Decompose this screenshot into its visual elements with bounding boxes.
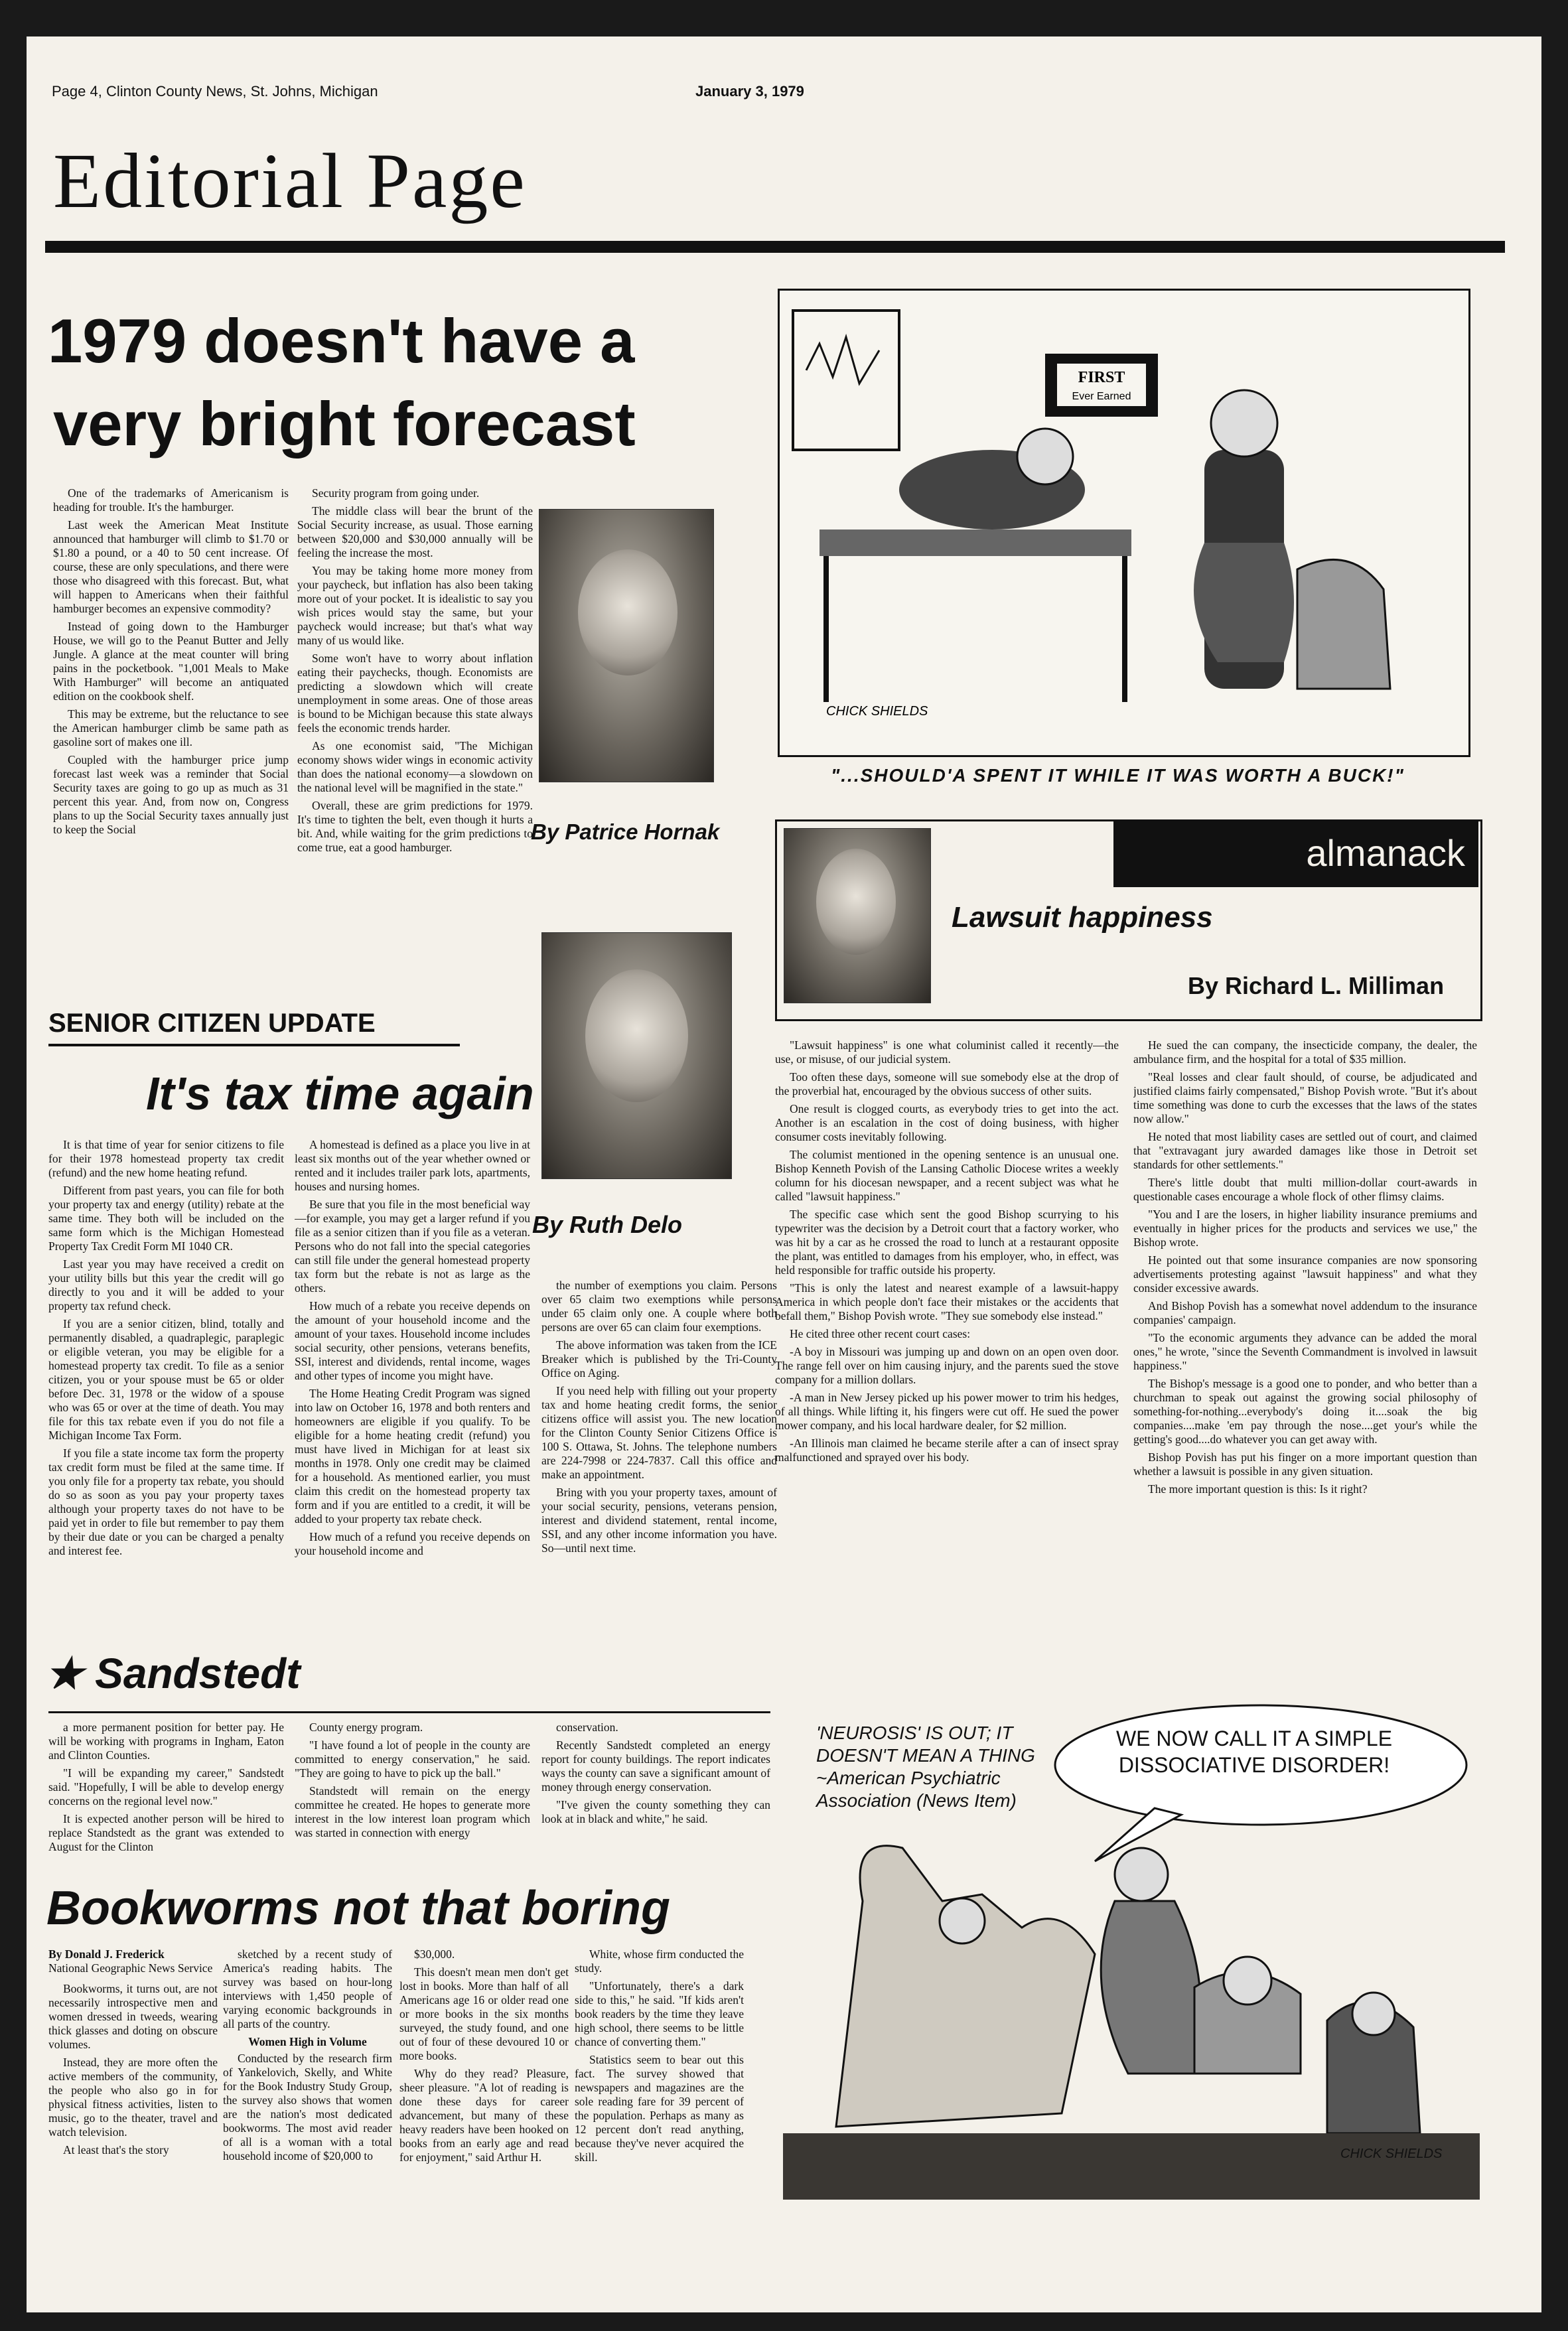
paragraph: Recently Sandstedt completed an energy report for county buildings. The report indicates ways the county can save a significant amount of money through energy conservation.	[541, 1738, 770, 1794]
paragraph: "This is only the latest and nearest example of a lawsuit-happy America in which people don't face their mistakes or the accidents that befall them," Bishop Povish wrote. "They sue somebody else instead."	[775, 1281, 1119, 1322]
sandstedt-col-3	[541, 1721, 770, 1893]
paragraph: It is that time of year for senior citizens to file for their 1978 homestead property tax credit (refund) and the new home heating refund.	[48, 1138, 284, 1179]
forecast-col-2	[297, 486, 533, 977]
paragraph: -An Illinois man claimed he became sterile after a can of insect spray malfunctioned and sprayed over his body.	[775, 1437, 1119, 1464]
senior-kicker: SENIOR CITIZEN UPDATE	[48, 1009, 376, 1038]
paragraph: the number of exemptions you claim. Persons over 65 claim two exemptions while persons under 65 claim only one. A couple where both persons are over 65 can claim four exemptions.	[541, 1279, 777, 1334]
cartoon1-caption: "...SHOULD'A SPENT IT WHILE IT WAS WORTH A BUCK!"	[831, 765, 1405, 786]
paragraph: "I have found a lot of people in the county are committed to energy conservation," he said. "They are going to have to pick up the ball."	[295, 1738, 530, 1780]
paragraph: The columist mentioned in the opening sentence is an unusual one. Bishop Kenneth Povish of the Lansing Catholic Diocese writes a weekly column for his diocesan newspaper, and a recent subject was what he called "lawsuit happiness."	[775, 1148, 1119, 1203]
milliman-photo	[784, 828, 931, 1003]
paragraph: Bookworms, it turns out, are not necessarily introspective men and women dressed in tweeds, wearing thick glasses and doting on obscure volumes.	[48, 1982, 218, 2051]
paragraph: Bring with you your property taxes, amount of your social security, pensions, veterans pension, interest and dividend statement, rental income, SSI, and any other income information you have. So—until next time.	[541, 1486, 777, 1555]
almanack-title: Lawsuit happiness	[952, 901, 1213, 934]
paragraph: The middle class will bear the brunt of the Social Security increase, as usual. Those earning between $20,000 and $30,000 annually will be feeling the increase the most.	[297, 504, 533, 559]
paragraph: Conducted by the research firm of Yankelovich, Skelly, and White for the Book Industry Study Group, the survey also shows that women are the nation's most dedicated bookworms. The most avid reader of all is a woman with a total household income of $20,000 to	[223, 2052, 392, 2162]
newspaper-page	[27, 36, 1541, 2312]
folio-date: January 3, 1979	[695, 83, 804, 100]
senior-col-1	[48, 1138, 284, 1662]
paragraph: Be sure that you file in the most beneficial way—for example, you may get a larger refund if you file as a senior citizen than if you file as a veteran. Persons who do not fall into the special categories can still file under the general homestead property tax form but the rebate is not as large as the others.	[295, 1198, 530, 1295]
paragraph: a more permanent position for better pay. He will be working with programs in Ingham, Eaton and Clinton Counties.	[48, 1721, 284, 1762]
paragraph: There's little doubt that multi million-dollar court-awards in questionable cases encourage a whole flock of other flimsy claims.	[1133, 1176, 1477, 1203]
bookworms-col-2	[223, 1947, 392, 2293]
paragraph: Statistics seem to bear out this fact. The survey showed that newspapers and magazines are the sole reading fare for 39 percent of the population. Perhaps as many as 12 percent don't read anything, because they've never acquired the skill.	[575, 2053, 744, 2164]
paragraph: As one economist said, "The Michigan economy shows wider wings in economic activity than does the national economy—a slowdown on the national level will be magnified in the state."	[297, 739, 533, 794]
cartoon2-left-text: 'NEUROSIS' IS OUT; IT DOESN'T MEAN A THING ~American Psychiatric Association (News Item)	[816, 1723, 1035, 1811]
paragraph: Different from past years, you can file for both your property tax and energy (utility) rebate at the same time. They both will be included on the same form which is the Michigan Homestead Property Tax Credit Form MI 1040 CR.	[48, 1184, 284, 1253]
almanack-label: almanack	[1113, 819, 1478, 887]
sign-first: FIRST	[1078, 369, 1125, 386]
paragraph: Coupled with the hamburger price jump forecast last week was a reminder that Social Security taxes are going to go up as much as 31 percent this year. And, from now on, Congress plans to up the Social Security taxes annually just to keep the Social	[53, 753, 289, 836]
paragraph: And Bishop Povish has a somewhat novel addendum to the insurance companies' campaign.	[1133, 1299, 1477, 1326]
bookworms-col-4	[575, 1947, 744, 2293]
masthead-rule	[45, 241, 1505, 253]
forecast-headline-line2: very bright forecast	[53, 389, 636, 459]
paragraph: conservation.	[556, 1721, 618, 1734]
bookworms-byline: By Donald J. Frederick	[48, 1947, 165, 1961]
cartoon2-signature: CHICK SHIELDS	[1340, 2147, 1443, 2161]
bookworms-subhead: Women High in Volume	[248, 2035, 367, 2048]
almanack-col-2	[1133, 1038, 1477, 1636]
paragraph: Standstedt will remain on the energy committee he created. He hopes to generate more interest in the low interest loan program which was started in connection with energy	[295, 1784, 530, 1839]
paragraph: $30,000.	[414, 1947, 455, 1961]
bookworms-byline-org: National Geographic News Service	[48, 1961, 213, 1975]
paragraph: Security program from going under.	[312, 486, 480, 500]
paragraph: He pointed out that some insurance companies are now sponsoring advertisements protesting against "lawsuit happiness" and what they consider excessive awards.	[1133, 1253, 1477, 1295]
paragraph: If you file a state income tax form the property tax credit form must be filed at the same time. If you only file for a property tax rebate, you should do so as soon as you pay your property taxes although your property taxes do not have to be paid yet in order to file but remember to pay them by their due date or you can be charged a penalty and interest fee.	[48, 1447, 284, 1557]
folio-line: Page 4, Clinton County News, St. Johns, Michigan	[52, 83, 378, 100]
cartoon-drawing	[780, 291, 1468, 755]
paragraph: -A man in New Jersey picked up his power mower to trim his hedges, of all things. While lifting it, his fingers were cut off. He sued the power mower company, and his local hardware dealer, for $2 million.	[775, 1391, 1119, 1432]
paragraph: "I've given the county something they can look at in black and white," he said.	[541, 1798, 770, 1825]
paragraph: A homestead is defined as a place you live in at least six months out of the year whether owned or rented and it includes trailer park lots, apartments, houses and nursing homes.	[295, 1138, 530, 1193]
paragraph: He sued the can company, the insecticide company, the dealer, the ambulance firm, and the hospital for a total of $35 million.	[1133, 1038, 1477, 1066]
cartoon2-balloon: WE NOW CALL IT A SIMPLE DISSOCIATIVE DISORDER!	[1115, 1727, 1393, 1777]
paragraph: sketched by a recent study of America's reading habits. The survey was based on hour-long interviews with 1,450 people of varying economic backgrounds in all parts of the country.	[223, 1947, 392, 2030]
paragraph: How much of a rebate you receive depends on the amount of your household income and the amount of your taxes. Household income includes social security, other pensions, veterans benefits, SSI, interest and dividends, rental income, wages and other types of income you might have.	[295, 1299, 530, 1382]
paragraph: How much of a refund you receive depends on your household income and	[295, 1530, 530, 1557]
paragraph: It is expected another person will be hired to replace Standstedt as the grant was extended to August for the Clinton	[48, 1812, 284, 1853]
bookworms-col-1	[48, 1947, 218, 2293]
paragraph: "You and I are the losers, in higher liability insurance premiums and eventually in higher prices for the products and services we use," the Bishop wrote.	[1133, 1208, 1477, 1249]
senior-headline: It's tax time again	[146, 1068, 534, 1119]
masthead-title: Editorial Page	[53, 137, 527, 224]
paragraph: At least that's the story	[63, 2143, 169, 2156]
paragraph: White, whose firm conducted the study.	[575, 1947, 744, 1975]
paragraph: "Lawsuit happiness" is one what columinist called it recently—the use, or misuse, of our judicial system.	[775, 1038, 1119, 1066]
hornak-photo	[539, 509, 714, 782]
paragraph: He noted that most liability cases are settled out of court, and claimed that "extravagant jury awarded damages like those in Detroit set standards for other settlements."	[1133, 1130, 1477, 1171]
paragraph: Instead, they are more often the active members of the community, the people who also go in for physical fitness activities, listen to music, go to the theater, travel and watch television.	[48, 2056, 218, 2139]
paragraph: One of the trademarks of Americanism is heading for trouble. It's the hamburger.	[53, 486, 289, 514]
sandstedt-col-1	[48, 1721, 284, 1893]
paragraph: Last week the American Meat Institute announced that hamburger will climb to $1.70 or $1.80 a pound, or a 40 to 50 cent increase. Of course, these are only speculations, and there were those who disagreed with this forecast. But, what will happen to Americans when their faithful hamburger becomes an expensive commodity?	[53, 518, 289, 615]
paragraph: One result is clogged courts, as everybody tries to get into the act. Another is an escalation in the cost of doing business, with higher consumer costs inevitably following.	[775, 1102, 1119, 1143]
sign-ever-earned: Ever Earned	[1072, 391, 1131, 402]
paragraph: "Real losses and clear fault should, of course, be adjudicated and justified claims fairly compensated," Bishop Povish wrote. "But it's about time something was done to curb the excesses that the laws of the states now allow."	[1133, 1070, 1477, 1125]
forecast-headline-line1: 1979 doesn't have a	[48, 306, 635, 376]
paragraph: Some won't have to worry about inflation eating their paychecks, though. Economists are predicting a slowdown which will create unemployment in some areas. One of those areas is bound to be Michigan because this state always feels the economic trends harder.	[297, 652, 533, 735]
paragraph: Bishop Povish has put his finger on a more important question than whether a lawsuit is possible in any given situation.	[1133, 1450, 1477, 1478]
paragraph: The Bishop's message is a good one to ponder, and who better than a churchman to speak out against the growing social philosophy of something-for-nothing...everybody's doing it....soak the big companies....make 'em pay through the nose....get your's while the getting's good....do whatever you can get away with.	[1133, 1377, 1477, 1446]
bookworms-col-3	[399, 1947, 569, 2293]
cartoon1-signature: CHICK SHIELDS	[826, 704, 928, 719]
senior-col-2	[295, 1138, 530, 1662]
sandstedt-col-2	[295, 1721, 530, 1893]
paragraph: Last year you may have received a credit on your utility bills but this year the credit will go directly to you and it will be added to your property tax refund check.	[48, 1257, 284, 1312]
forecast-byline: By Patrice Hornak	[531, 819, 720, 844]
sandstedt-rule	[48, 1711, 770, 1713]
desk-cartoon	[778, 289, 1470, 757]
almanack-byline: By Richard L. Milliman	[1188, 972, 1445, 999]
paragraph: You may be taking home more money from your paycheck, but inflation has also been taking more out of your pocket. It is idealistic to say you wish prices would stay the same, but your paycheck would increase; but that's what way many of us would like.	[297, 564, 533, 647]
senior-col-3	[541, 1279, 777, 1662]
paragraph: This doesn't mean men don't get lost in books. More than half of all Americans age 16 or older read one or more books in the six months surveyed, the study found, and one out of four of these devoured 10 or more books.	[399, 1965, 569, 2062]
paragraph: He cited three other recent court cases:	[790, 1327, 971, 1340]
paragraph: If you need help with filling out your property tax and home heating credit forms, the senior citizens office will assist you. The new location for the Clinton County Senior Citizens Office is 100 S. Ottawa, St. Johns. The telephone numbers are 224-7998 or 224-7837. Call this office and make an appointment.	[541, 1384, 777, 1481]
paragraph: The Home Heating Credit Program was signed into law on October 16, 1978 and both renters and homeowners are eligible if you qualify. To be eligible for a home heating credit (refund) you must have lived in Michigan for at least six months in 1978. Only one credit may be claimed for a household. As mentioned earlier, you must claim this credit on the homestead property tax form and if you are entitled to a credit, it will be added to your property tax rebate check.	[295, 1387, 530, 1525]
paragraph: The above information was taken from the ICE Breaker which is published by the Tri-County Office on Aging.	[541, 1338, 777, 1379]
paragraph: County energy program.	[309, 1721, 423, 1734]
paragraph: Why do they read? Pleasure, sheer pleasure. "A lot of reading is done these days for career advancement, but many of these heavy readers have been hooked on books from an early age and read for enjoyment," said Arthur H.	[399, 2067, 569, 2164]
senior-rule	[48, 1044, 460, 1046]
paragraph: Instead of going down to the Hamburger House, we will go to the Peanut Butter and Jelly Jungle. A glance at the meat counter will bring pains in the pocketbook. "1,001 Meals to Make With Hamburger" will become an antiquated edition on the cookbook shelf.	[53, 620, 289, 703]
paragraph: If you are a senior citizen, blind, totally and permanently disabled, a quadraplegic, paraplegic or eligible veteran, you may be eligible for a homestead property tax credit. To file as a senior citizen, you or your spouse must be 65 or older before Dec. 31, 1978 or the widow of a spouse who was 65 or over at the time of death. You may file for this tax rebate even if you do not file a Michigan Income Tax Form.	[48, 1317, 284, 1442]
delo-photo	[541, 932, 732, 1179]
paragraph: "Unfortunately, there's a dark side to this," he said. "If kids aren't book readers by the time they leave high school, there seems to be little chance of converting them."	[575, 1979, 744, 2048]
paragraph: "I will be expanding my career," Sandstedt said. "Hopefully, I will be able to develop energy concerns on the regional level now."	[48, 1766, 284, 1807]
paragraph: The more important question is this: Is it right?	[1148, 1482, 1368, 1496]
paragraph: Overall, these are grim predictions for 1979. It's time to tighten the belt, even though it hurts a bit. And, while waiting for the grim predictions to come true, eat a good hamburger.	[297, 799, 533, 854]
sandstedt-headline: ★ Sandstedt	[45, 1650, 301, 1697]
almanack-col-1	[775, 1038, 1119, 1636]
bookworms-headline: Bookworms not that boring	[46, 1882, 670, 1935]
paragraph: The specific case which sent the good Bishop scurrying to his typewriter was the decision by a Detroit court that a factory worker, who was hit by a car as he crossed the road to lunch at a restaurant opposite the plant, was entitled to damages from his employer, who, in effect, was held responsible for traffic outside his property.	[775, 1208, 1119, 1277]
forecast-col-1	[53, 486, 289, 977]
paragraph: "To the economic arguments they advance can be added the moral ones," he wrote, "since the Seventh Commandment is involved in lawsuit happiness."	[1133, 1331, 1477, 1372]
paragraph: -A boy in Missouri was jumping up and down on an open oven door. The range fell over on him causing injury, and the parents sued the stove company for a million dollars.	[775, 1345, 1119, 1386]
paragraph: This may be extreme, but the reluctance to see the American hamburger climb be same path as gasoline sort of makes one ill.	[53, 707, 289, 748]
senior-byline: By Ruth Delo	[532, 1211, 683, 1238]
paragraph: Too often these days, someone will sue somebody else at the drop of the proverbial hat, encouraged by the obvious success of other suits.	[775, 1070, 1119, 1097]
